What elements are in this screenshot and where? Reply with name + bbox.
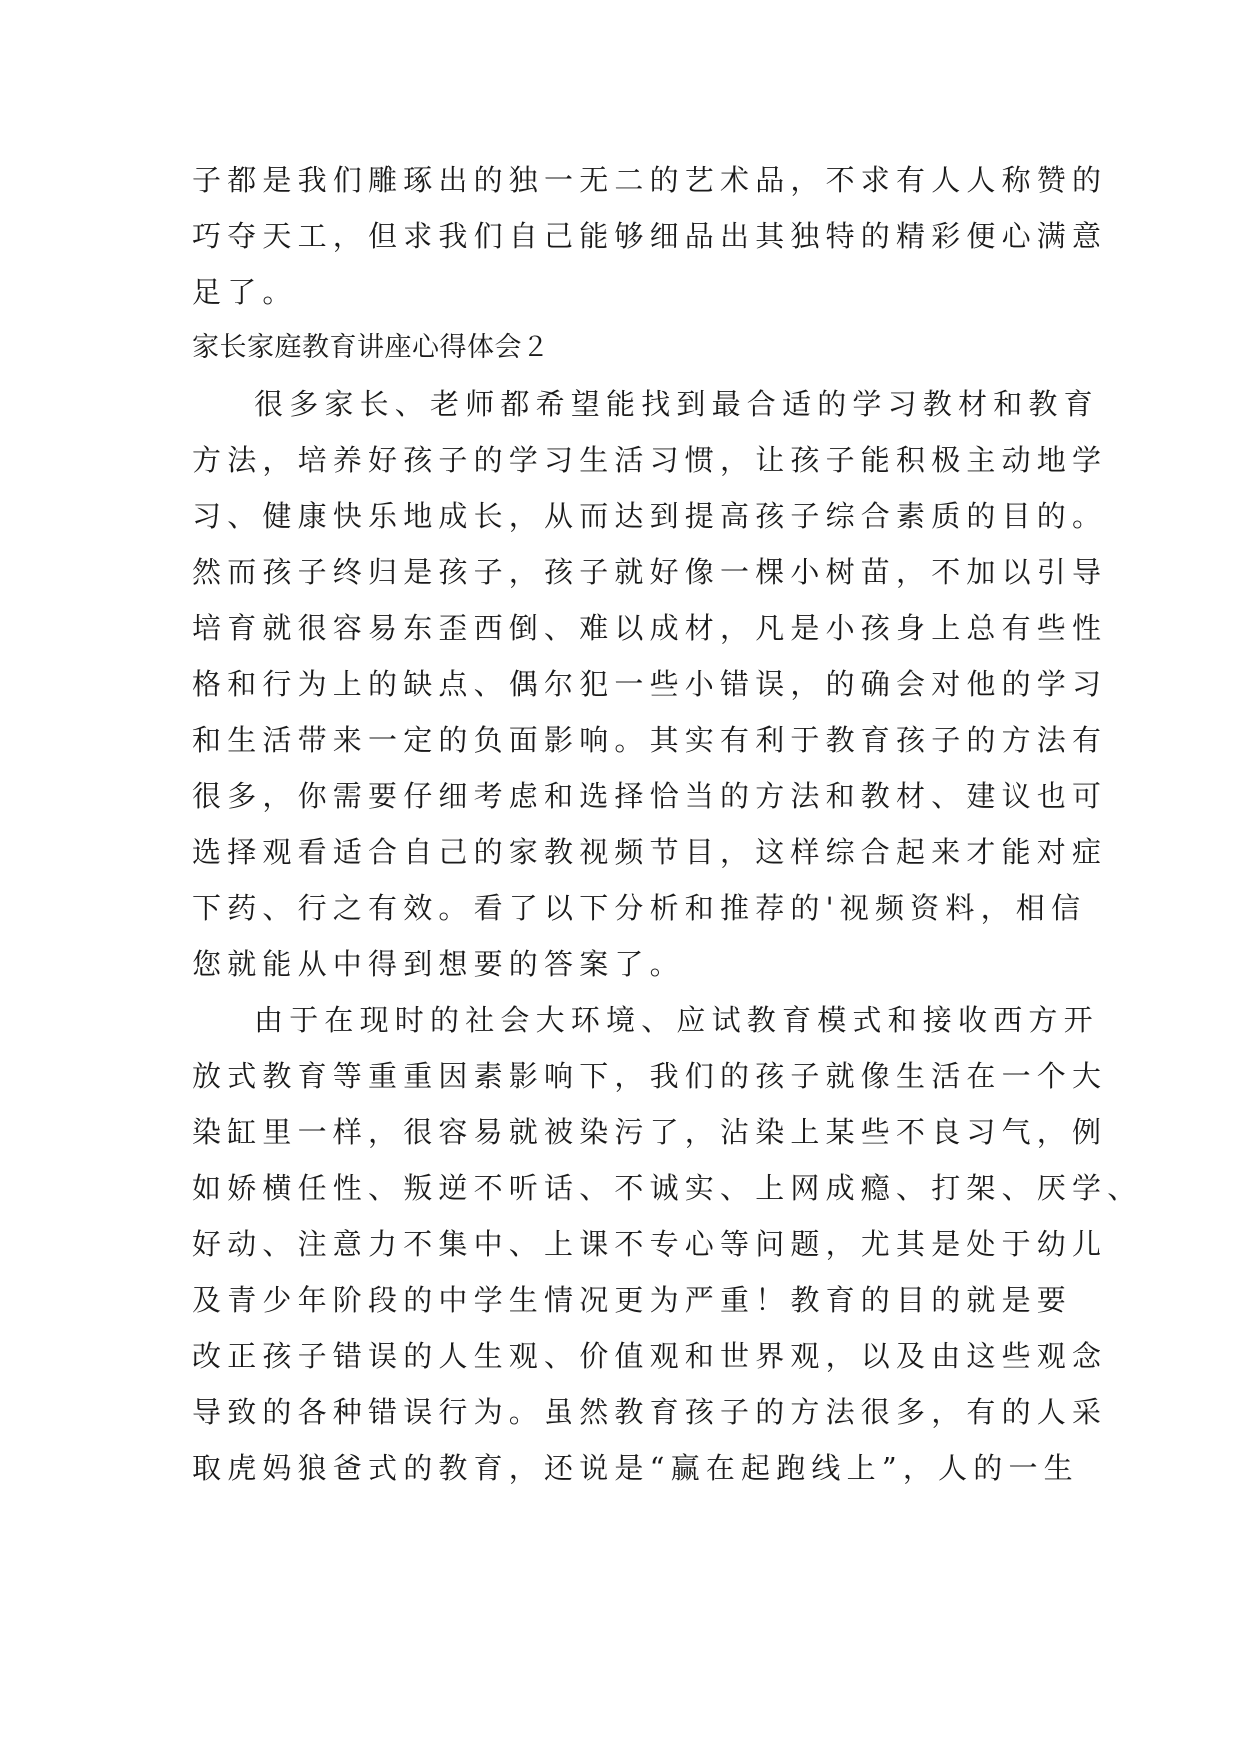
paragraph-1	[192, 376, 1108, 992]
text-line: 您就能从中得到想要的答案了。	[192, 947, 685, 981]
text-line: 如娇横任性、叛逆不听话、不诚实、上网成瘾、打架、厌学、	[192, 1171, 1143, 1205]
paragraph-2	[192, 992, 1143, 1496]
text-line: 选择观看适合自己的家教视频节目，这样综合起来才能对症	[192, 835, 1108, 869]
text-line: 足了。	[192, 275, 298, 309]
text-line: 放式教育等重重因素影响下，我们的孩子就像生活在一个大	[192, 1059, 1108, 1093]
text-line: 巧夺天工，但求我们自己能够细品出其独特的精彩便心满意	[192, 219, 1108, 253]
text-line: 子都是我们雕琢出的独一无二的艺术品，不求有人人称赞的	[192, 163, 1108, 197]
text-line: 改正孩子错误的人生观、价值观和世界观，以及由这些观念	[192, 1339, 1108, 1373]
text-line: 很多家长、老师都希望能找到最合适的学习教材和教育	[254, 387, 1099, 421]
text-line: 由于在现时的社会大环境、应试教育模式和接收西方开	[254, 1003, 1099, 1037]
text-line: 下药、行之有效。看了以下分析和推荐的'视频资料，相信	[192, 891, 1087, 925]
document-body	[192, 152, 1143, 1496]
text-line: 格和行为上的缺点、偶尔犯一些小错误，的确会对他的学习	[192, 667, 1108, 701]
text-line: 方法，培养好孩子的学习生活习惯，让孩子能积极主动地学	[192, 443, 1108, 477]
text-line: 然而孩子终归是孩子，孩子就好像一棵小树苗，不加以引导	[192, 555, 1108, 589]
intro-paragraph	[192, 152, 1108, 320]
text-line: 和生活带来一定的负面影响。其实有利于教育孩子的方法有	[192, 723, 1108, 757]
text-line: 染缸里一样，很容易就被染污了，沾染上某些不良习气，例	[192, 1115, 1108, 1149]
text-line: 习、健康快乐地成长，从而达到提高孩子综合素质的目的。	[192, 499, 1108, 533]
text-line: 导致的各种错误行为。虽然教育孩子的方法很多，有的人采	[192, 1395, 1108, 1429]
text-line: 好动、注意力不集中、上课不专心等问题，尤其是处于幼儿	[192, 1227, 1108, 1261]
text-line: 培育就很容易东歪西倒、难以成材，凡是小孩身上总有些性	[192, 611, 1108, 645]
section-title: 家长家庭教育讲座心得体会２	[192, 332, 550, 363]
text-line: 及青少年阶段的中学生情况更为严重！教育的目的就是要	[192, 1283, 1073, 1317]
text-line: 取虎妈狼爸式的教育，还说是“赢在起跑线上”，人的一生	[192, 1451, 1079, 1485]
text-line: 很多，你需要仔细考虑和选择恰当的方法和教材、建议也可	[192, 779, 1108, 813]
